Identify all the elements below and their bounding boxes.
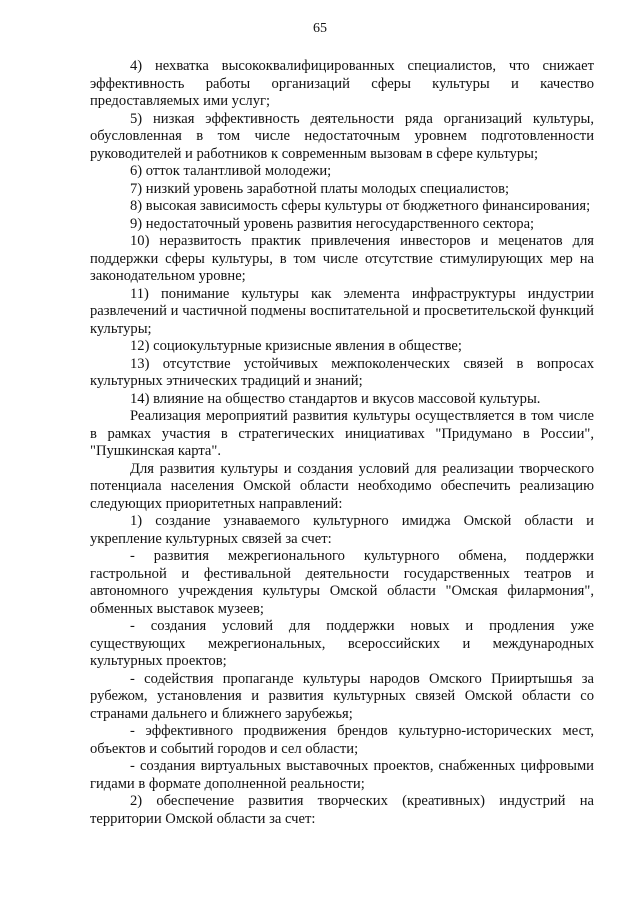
paragraph-item-6: 6) отток талантливой молодежи;: [130, 163, 332, 179]
paragraph-item-8: 8) высокая зависимость сферы культуры от бюджетного финансирования;: [130, 198, 591, 214]
paragraph-bullet-exchange: - развития межрегионального культурного обмена, поддержки гастрольной и фестивальной деятельности государственных театров и автономного учреждения культуры Омской области "Омская филармония", обменных выставок музеев;: [90, 548, 594, 617]
paragraph-item-14: 14) влияние на общество стандартов и вкусов массовой культуры.: [130, 390, 541, 407]
paragraph-item-5: 5) низкая эффективность деятельности ряда организаций культуры, обусловленная в том числе недостаточным уровнем подготовленности руководителей и работников к современным вызовам в сфере культуры;: [90, 110, 594, 162]
paragraph-bullet-virtual: - создания виртуальных выставочных проектов, снабженных цифровыми гидами в формате дополненной реальности;: [90, 758, 594, 792]
paragraph-item-13: 13) отсутствие устойчивых межпоколенческих связей в вопросах культурных этнических традиций и знаний;: [90, 355, 594, 389]
paragraph-item-11: 11) понимание культуры как элемента инфраструктуры индустрии развлечений и частичной подмены воспитательной и просветительской функций культуры;: [90, 285, 594, 337]
paragraph-item-9: 9) недостаточный уровень развития негосударственного сектора;: [130, 215, 535, 232]
paragraph-item-12: 12) социокультурные кризисные явления в обществе;: [130, 338, 462, 354]
page-number: 65: [313, 21, 327, 36]
paragraph-bullet-projects: - создания условий для поддержки новых и продления уже существующих межрегиональных, всероссийских и международных культурных проектов;: [90, 618, 594, 669]
paragraph-item-7: 7) низкий уровень заработной платы молодых специалистов;: [130, 180, 510, 197]
document-body: [90, 58, 594, 828]
paragraph-item-4: 4) нехватка высококвалифицированных специалистов, что снижает эффективность работы организаций сферы культуры и качество предоставляемых ими услуг;: [90, 58, 594, 109]
paragraph-bullet-propaganda: - содействия пропаганде культуры народов Омского Прииртышья за рубежом, установления и развития культурных связей Омской области со странами дальнего и ближнего зарубежья;: [90, 670, 594, 722]
paragraph-initiatives: Реализация мероприятий развития культуры осуществляется в том числе в рамках участия в стратегических инициативах "Придумано в России", "Пушкинская карта".: [90, 408, 594, 459]
paragraph-priorities-intro: Для развития культуры и создания условий для реализации творческого потенциала населения Омской области необходимо обеспечить реализацию следующих приоритетных направлений:: [90, 460, 594, 512]
paragraph-priority-1: 1) создание узнаваемого культурного имиджа Омской области и укрепление культурных связей за счет:: [90, 513, 594, 547]
paragraph-priority-2: 2) обеспечение развития творческих (креативных) индустрий на территории Омской области за счет:: [90, 793, 594, 827]
paragraph-item-10: 10) неразвитость практик привлечения инвесторов и меценатов для поддержки сферы культуры, в том числе отсутствие стимулирующих мер на законодательном уровне;: [90, 233, 594, 284]
paragraph-bullet-brands: - эффективного продвижения брендов культурно-исторических мест, объектов и событий городов и сел области;: [90, 723, 594, 757]
